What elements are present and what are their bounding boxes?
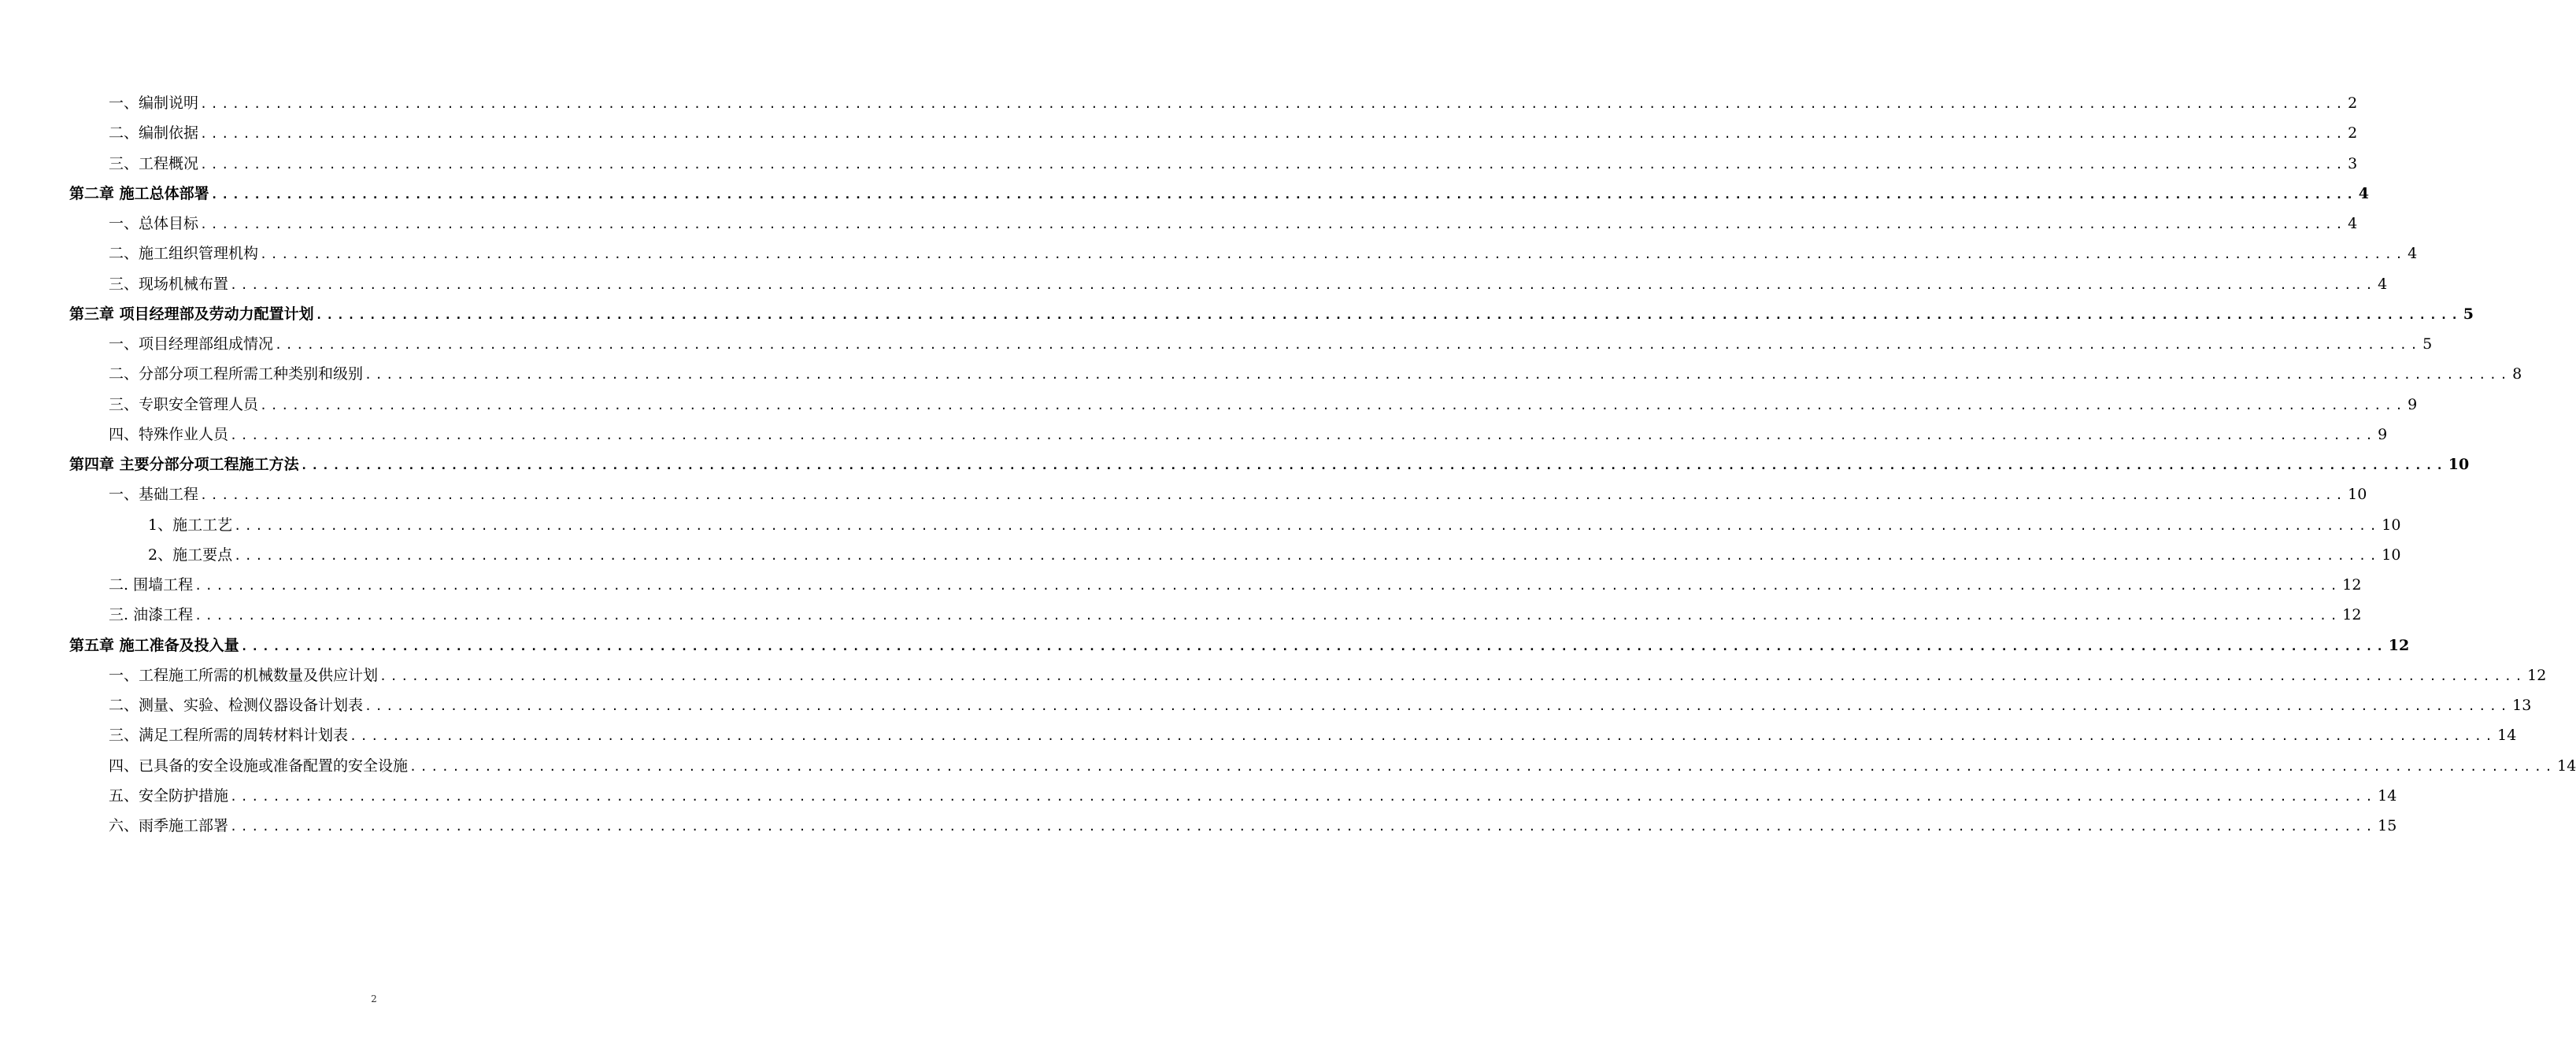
toc-entry-page: 13 — [2512, 697, 2532, 714]
toc-entry[interactable] — [109, 723, 2517, 745]
toc-entry-page: 4 — [2378, 276, 2388, 293]
toc-leader-dots: ........................................................................................................................................................................................................ — [260, 247, 2407, 261]
toc-entry-page: 14 — [2557, 757, 2576, 775]
toc-chapter-entry[interactable] — [69, 633, 2410, 655]
toc-entry-page: 15 — [2378, 817, 2397, 834]
toc-entry[interactable] — [109, 482, 2367, 504]
toc-leader-dots: ........................................................................................................................................................................................................ — [350, 729, 2496, 743]
toc-entry-label: 三. 油漆工程 — [109, 606, 194, 623]
toc-leader-dots: ........................................................................................................................................................................................................ — [200, 488, 2347, 502]
toc-entry[interactable] — [109, 331, 2433, 353]
toc-leader-dots: ........................................................................................................................................................................................................ — [200, 127, 2347, 141]
toc-entry-label: 六、雨季施工部署 — [109, 817, 229, 834]
toc-entry-label: 二、编制依据 — [109, 124, 199, 142]
toc-entry[interactable] — [109, 813, 2397, 835]
page-number: 2 — [371, 993, 377, 1004]
toc-entry[interactable] — [109, 663, 2547, 685]
toc-entry-page: 12 — [2388, 637, 2410, 654]
toc-entry-page: 2 — [2348, 94, 2358, 112]
toc-entry-label: 二、施工组织管理机构 — [109, 245, 259, 262]
toc-leader-dots: ........................................................................................................................................................................................................ — [230, 819, 2377, 834]
toc-entry-label: 一、项目经理部组成情况 — [109, 335, 274, 353]
toc-leader-dots: ........................................................................................................................................................................................................ — [234, 519, 2381, 533]
toc-entry-page: 4 — [2358, 185, 2370, 202]
toc-leader-dots: ........................................................................................................................................................................................................ — [315, 308, 2462, 322]
toc-leader-dots: ........................................................................................................................................................................................................ — [210, 187, 2357, 202]
toc-entry-page: 9 — [2378, 426, 2388, 443]
toc-entry[interactable] — [109, 120, 2358, 142]
toc-entry-label: 三、满足工程所需的周转材料计划表 — [109, 727, 349, 744]
toc-entry-label: 1、施工工艺 — [148, 516, 233, 534]
toc-entry-page: 10 — [2348, 486, 2367, 503]
toc-leader-dots: ........................................................................................................................................................................................................ — [260, 398, 2407, 412]
toc-entry-page: 10 — [2382, 516, 2401, 534]
toc-entry-page: 12 — [2342, 576, 2362, 594]
toc-entry-page: 12 — [2527, 667, 2547, 684]
toc-entry-page: 5 — [2463, 305, 2474, 323]
toc-entry[interactable] — [109, 572, 2362, 594]
toc-entry-label: 二、测量、实验、检测仪器设备计划表 — [109, 697, 364, 714]
toc-leader-dots: ........................................................................................................................................................................................................ — [230, 790, 2377, 804]
toc-entry-label: 一、工程施工所需的机械数量及供应计划 — [109, 667, 379, 684]
toc-entry[interactable] — [109, 241, 2418, 263]
toc-chapter-entry[interactable] — [69, 301, 2474, 324]
toc-entry-page: 2 — [2348, 124, 2358, 142]
toc-entry[interactable] — [148, 542, 2401, 564]
toc-entry-label: 第四章 主要分部分项工程施工方法 — [69, 456, 299, 473]
toc-entry[interactable] — [148, 512, 2401, 535]
toc-entry-label: 一、编制说明 — [109, 94, 199, 112]
toc-leader-dots: ........................................................................................................................................................................................................ — [365, 699, 2511, 713]
toc-entry[interactable] — [109, 693, 2532, 715]
toc-entry[interactable] — [109, 91, 2358, 113]
toc-entry-label: 四、已具备的安全设施或准备配置的安全设施 — [109, 757, 409, 775]
toc-leader-dots: ........................................................................................................................................................................................................ — [240, 639, 2387, 653]
toc-chapter-entry[interactable] — [69, 181, 2370, 203]
toc-entry[interactable] — [109, 422, 2388, 444]
toc-entry[interactable] — [109, 602, 2362, 624]
toc-entry[interactable] — [109, 783, 2397, 805]
toc-entry-label: 二、分部分项工程所需工种类别和级别 — [109, 365, 364, 383]
toc-leader-dots: ........................................................................................................................................................................................................ — [200, 157, 2347, 172]
toc-leader-dots: ........................................................................................................................................................................................................ — [194, 579, 2341, 593]
toc-entry-page: 9 — [2408, 396, 2418, 413]
toc-leader-dots: ........................................................................................................................................................................................................ — [275, 338, 2422, 352]
toc-entry-label: 一、总体目标 — [109, 215, 199, 232]
toc-entry-page: 10 — [2382, 546, 2401, 564]
toc-leader-dots: ........................................................................................................................................................................................................ — [194, 609, 2341, 623]
toc-entry-page: 8 — [2512, 365, 2522, 383]
toc-entry-label: 三、现场机械布置 — [109, 276, 229, 293]
toc-entry-label: 第五章 施工准备及投入量 — [69, 637, 239, 654]
toc-leader-dots: ........................................................................................................................................................................................................ — [230, 428, 2377, 442]
toc-entry[interactable] — [109, 211, 2358, 233]
toc-chapter-entry[interactable] — [69, 452, 2470, 474]
toc-entry-label: 五、安全防护措施 — [109, 787, 229, 805]
toc-entry-page: 5 — [2422, 335, 2433, 353]
toc-entry[interactable] — [109, 753, 2576, 775]
toc-entry-label: 一、基础工程 — [109, 486, 199, 503]
toc-entry-page: 3 — [2348, 155, 2358, 172]
toc-leader-dots: ........................................................................................................................................................................................................ — [300, 458, 2447, 472]
toc-entry[interactable] — [109, 361, 2522, 383]
toc-entry-page: 12 — [2342, 606, 2362, 623]
toc-leader-dots: ........................................................................................................................................................................................................ — [379, 669, 2526, 683]
toc-entry-label: 三、专职安全管理人员 — [109, 396, 259, 413]
toc-entry-page: 4 — [2348, 215, 2358, 232]
toc-entry[interactable] — [109, 392, 2418, 414]
toc-entry-label: 四、特殊作业人员 — [109, 426, 229, 443]
toc-entry-label: 2、施工要点 — [148, 546, 233, 564]
toc-leader-dots: ........................................................................................................................................................................................................ — [200, 217, 2347, 231]
toc-entry-label: 第三章 项目经理部及劳动力配置计划 — [69, 305, 314, 323]
toc-entry-page: 14 — [2378, 787, 2397, 805]
toc-entry-page: 4 — [2408, 245, 2418, 262]
toc-entry[interactable] — [109, 272, 2388, 294]
toc-entry-label: 三、工程概况 — [109, 155, 199, 172]
toc-leader-dots: ........................................................................................................................................................................................................ — [200, 97, 2347, 111]
toc-entry-page: 14 — [2497, 727, 2517, 744]
toc-leader-dots: ........................................................................................................................................................................................................ — [365, 368, 2511, 382]
toc-leader-dots: ........................................................................................................................................................................................................ — [230, 278, 2377, 292]
toc-entry[interactable] — [109, 151, 2358, 173]
toc-leader-dots: ........................................................................................................................................................................................................ — [234, 549, 2381, 563]
toc-entry-label: 第二章 施工总体部署 — [69, 185, 209, 202]
toc-entry-page: 10 — [2448, 456, 2470, 473]
toc-entry-label: 二. 围墙工程 — [109, 576, 194, 594]
toc-leader-dots: ........................................................................................................................................................................................................ — [409, 760, 2556, 774]
